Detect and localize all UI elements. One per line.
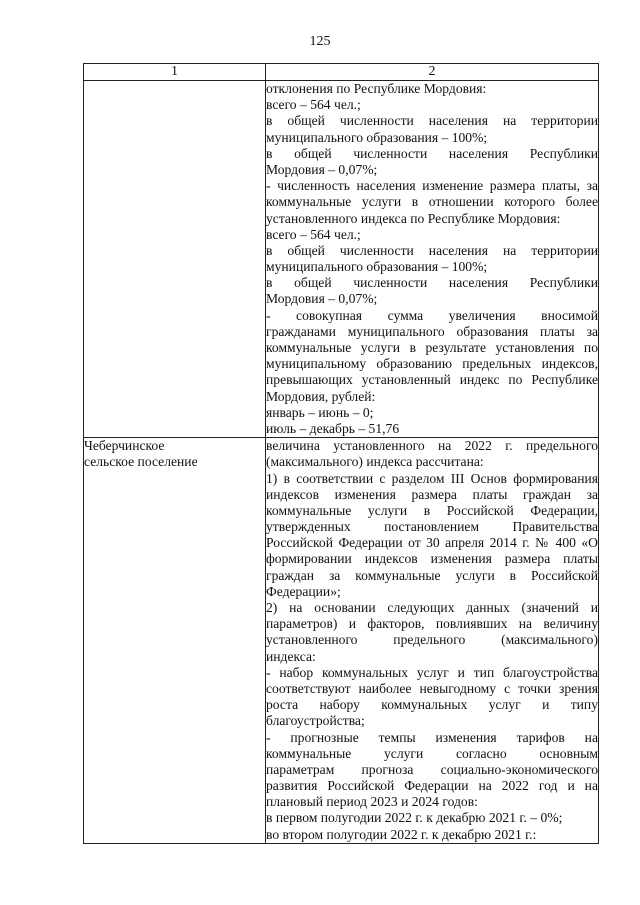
text-line: установленного индекса по Республике Мордовия: — [266, 210, 561, 226]
text-line: превышающих установленный индекс по Республике — [266, 372, 598, 388]
text-line: формировании индексов изменения размера платы — [266, 551, 598, 567]
text-line: коммунальные услуги согласно основным — [266, 745, 598, 761]
text-line: утвержденных постановлением Правительства — [266, 519, 598, 535]
text-line: благоустройства; — [266, 713, 365, 729]
text-line: параметров) и факторов, повлиявших на величину — [266, 616, 598, 632]
text-line: в общей численности населения на территории — [266, 113, 598, 129]
row-2-name-cell — [84, 438, 266, 844]
table-row — [84, 438, 599, 844]
text-line: величина установленного на 2022 г. предельного — [266, 438, 598, 454]
text-line: июль – декабрь – 51,76 — [266, 420, 400, 436]
text-line: - прогнозные темпы изменения тарифов на — [266, 729, 598, 745]
text-line: муниципального образования – 100%; — [266, 259, 488, 275]
row-1-text-cell — [266, 81, 599, 438]
text-line: отклонения по Республике Мордовия: — [266, 81, 487, 96]
text-line: граждан за коммунальные услуги в Российской — [266, 567, 598, 583]
row-1-name-cell — [84, 81, 266, 438]
text-line: в общей численности населения на территории — [266, 242, 598, 258]
document-table — [83, 63, 599, 844]
text-line: гражданами муниципального образования платы за — [266, 323, 598, 339]
text-line: плановый период 2023 и 2024 годов: — [266, 794, 478, 810]
text-line: коммунальные услуги в отношении которого более — [266, 194, 598, 210]
text-line: Федерации»; — [266, 583, 341, 599]
text-line: - набор коммунальных услуг и тип благоустройства — [266, 664, 598, 680]
text-line: муниципальному образованию предельных индексов, — [266, 356, 598, 372]
cell-name-line: Чеберчинское — [84, 438, 165, 454]
text-line: Мордовия, рублей: — [266, 388, 376, 404]
text-line: в общей численности населения Республики — [266, 145, 598, 161]
text-line: индекса: — [266, 648, 316, 664]
text-line: роста набору коммунальных услуг и типу — [266, 697, 598, 713]
text-line: январь – июнь – 0; — [266, 404, 374, 420]
text-line: Российской Федерации от 30 апреля 2014 г. № 400 «О — [266, 535, 598, 551]
text-line: 1) в соответствии с разделом III Основ формирования — [266, 470, 598, 486]
text-line: коммунальные услуги в Российской Федерации, — [266, 502, 598, 518]
table-row — [84, 81, 599, 438]
text-line: муниципального образования – 100%; — [266, 129, 488, 145]
text-line: во втором полугодии 2022 г. к декабрю 2021 г.: — [266, 826, 537, 842]
table-header-row — [84, 64, 599, 81]
text-line: (максимального) индекса рассчитана: — [266, 454, 484, 470]
text-line: соответствуют наиболее невыгодному с точки зрения — [266, 680, 598, 696]
text-line: Мордовия – 0,07%; — [266, 161, 378, 177]
text-line: Мордовия – 0,07%; — [266, 291, 378, 307]
column-header-1: 1 — [84, 64, 266, 81]
text-line: в первом полугодии 2022 г. к декабрю 2021 г. – 0%; — [266, 810, 563, 826]
row-2-text-cell — [266, 438, 599, 844]
text-line: всего – 564 чел.; — [266, 226, 361, 242]
text-line: всего – 564 чел.; — [266, 97, 361, 113]
text-line: параметрам прогноза социально-экономического — [266, 761, 598, 777]
text-line: - совокупная сумма увеличения вносимой — [266, 307, 598, 323]
text-line: - численность населения изменение размера платы, за — [266, 178, 598, 194]
page-number: 125 — [309, 34, 331, 49]
text-line: 2) на основании следующих данных (значений и — [266, 600, 598, 615]
text-line: в общей численности населения Республики — [266, 275, 598, 291]
text-line: индексов изменения размера платы граждан за — [266, 486, 598, 502]
text-line: коммунальные услуги в результате установления по — [266, 340, 598, 355]
text-line: установленного предельного (максимального) — [266, 632, 598, 648]
column-header-2: 2 — [266, 64, 599, 81]
text-line: развития Российской Федерации на 2022 год и на — [266, 778, 598, 794]
cell-name-line: сельское поселение — [84, 454, 198, 470]
